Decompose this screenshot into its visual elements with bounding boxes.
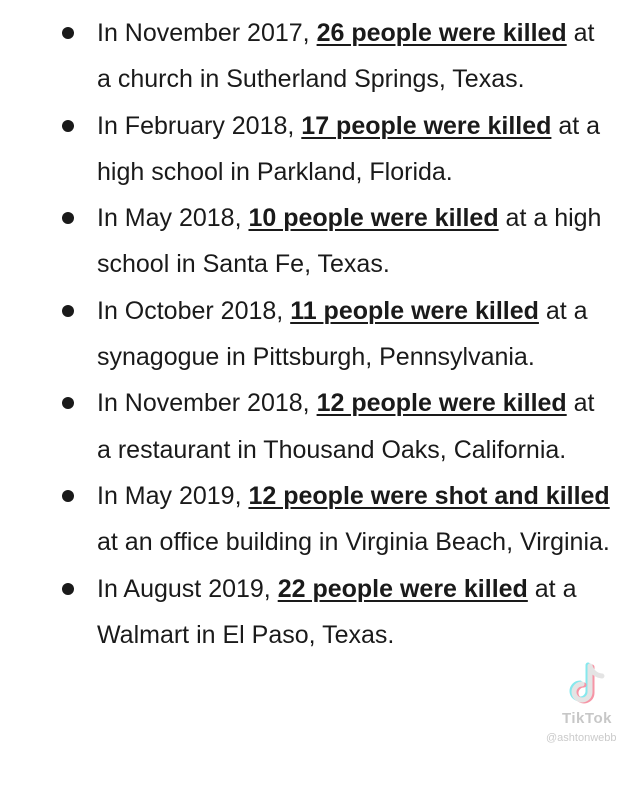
tiktok-watermark — [540, 662, 640, 762]
list-item — [0, 288, 640, 381]
event-location-text: at a church in Sutherland Springs, Texas. — [97, 19, 595, 94]
event-source-link[interactable]: 12 people were shot and killed — [248, 481, 610, 510]
event-location-text: at a high school in Parkland, Florida. — [97, 111, 601, 186]
list-item — [0, 566, 640, 659]
event-location-text: at a high school in Santa Fe, Texas. — [97, 204, 602, 279]
event-location-text: at a restaurant in Thousand Oaks, California. — [97, 389, 595, 464]
event-location-text: at a Walmart in El Paso, Texas. — [97, 574, 577, 649]
list-item — [0, 473, 640, 566]
event-date-text: In May 2018, — [97, 204, 249, 233]
event-location-text: at an office building in Virginia Beach, Virginia. — [97, 528, 610, 557]
event-date-text: In October 2018, — [97, 296, 291, 325]
tiktok-icon — [566, 662, 606, 710]
bullet-icon — [62, 490, 74, 502]
event-source-link[interactable]: 12 people were killed — [316, 389, 567, 418]
event-date-text: In May 2019, — [97, 481, 249, 510]
event-source-link[interactable]: 26 people were killed — [316, 19, 567, 47]
list-item — [0, 10, 640, 103]
bullet-icon — [62, 305, 74, 317]
event-location-text: at a synagogue in Pittsburgh, Pennsylvania. — [97, 296, 588, 372]
event-date-text: In November 2018, — [97, 389, 317, 418]
event-source-link[interactable]: 22 people were killed — [277, 574, 528, 603]
event-source-link[interactable]: 17 people were killed — [301, 111, 552, 140]
list-item — [0, 380, 640, 473]
event-date-text: In February 2018, — [97, 111, 302, 140]
bullet-icon — [62, 120, 74, 132]
list-item — [0, 103, 640, 196]
list-item — [0, 195, 640, 288]
bullet-icon — [62, 212, 74, 224]
tiktok-brand: TikTok — [562, 710, 612, 727]
event-date-text: In November 2017, — [97, 19, 317, 47]
bullet-icon — [62, 27, 74, 39]
event-source-link[interactable]: 11 people were killed — [290, 296, 539, 325]
events-list — [0, 10, 640, 658]
event-source-link[interactable]: 10 people were killed — [248, 204, 499, 233]
event-date-text: In August 2019, — [97, 574, 278, 603]
tiktok-handle: @ashtonwebb — [546, 732, 617, 744]
bullet-icon — [62, 583, 74, 595]
bullet-icon — [62, 397, 74, 409]
